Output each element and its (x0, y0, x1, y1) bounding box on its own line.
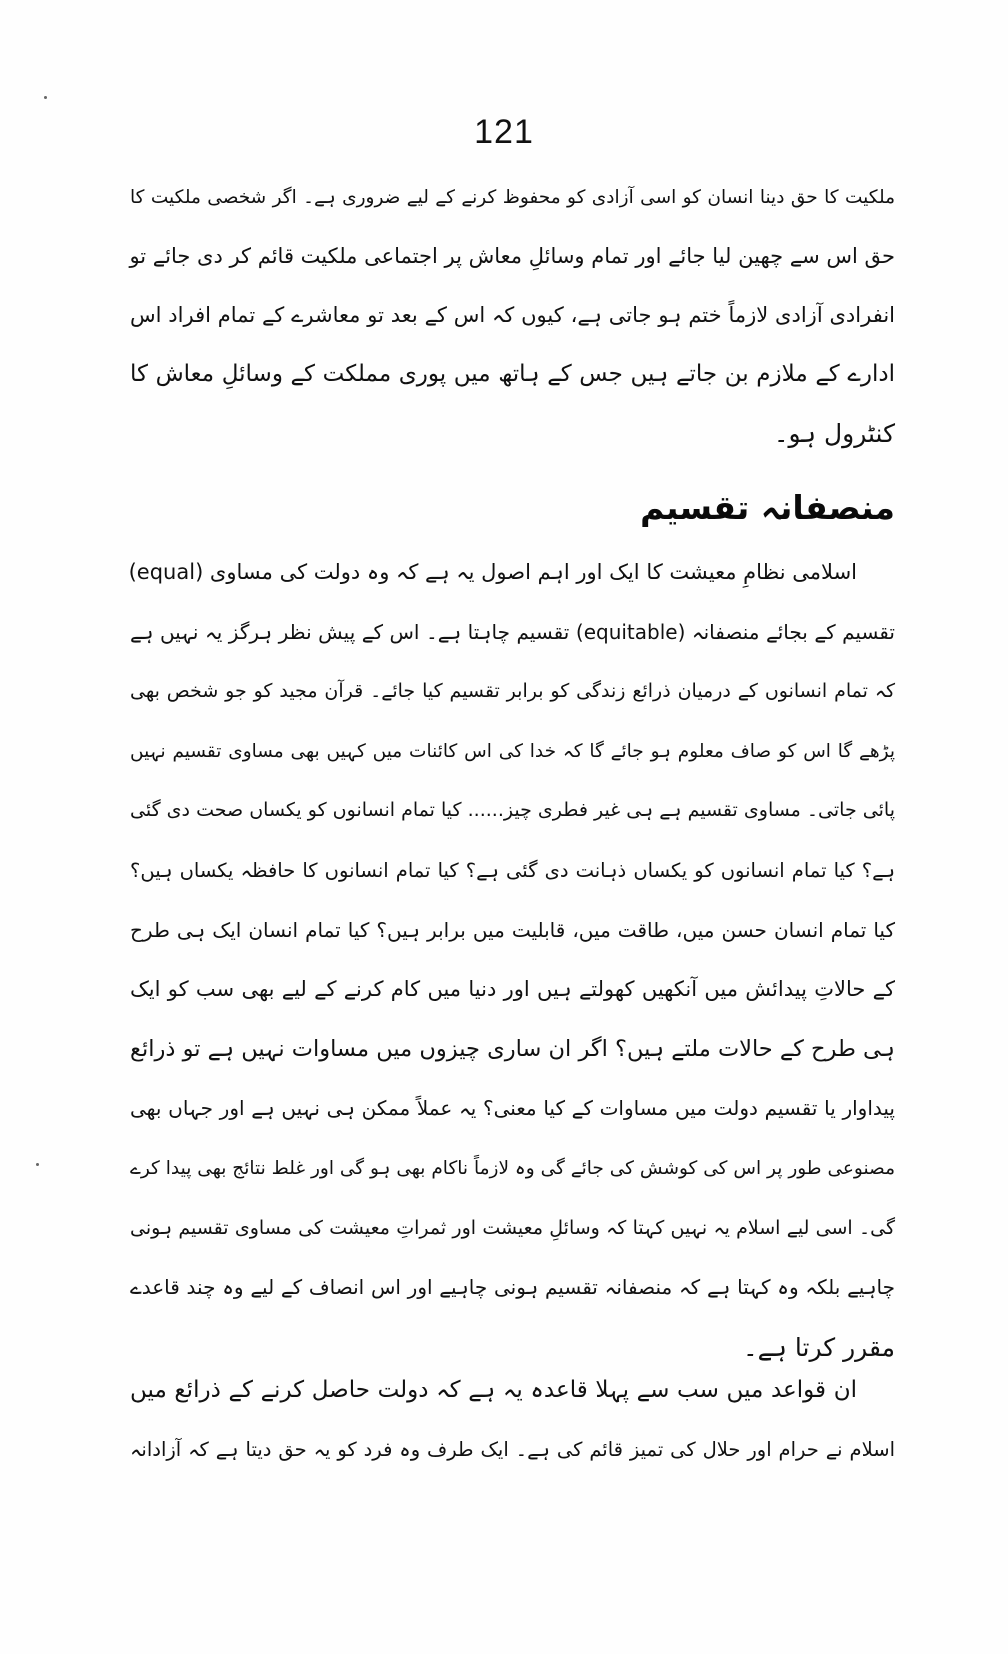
text-line: چاہیے بلکہ وہ کہتا ہے کہ منصفانہ تقسیم ہونی چاہیے اور اس انصاف کے لیے وہ چند قاعدے (130, 1275, 895, 1300)
text-line: کیا تمام انسان حسن میں، طاقت میں، قابلیت میں برابر ہیں؟ کیا تمام انسان ایک ہی طرح (130, 917, 895, 942)
text-line: مصنوعی طور پر اس کی کوشش کی جائے گی وہ لازماً ناکام بھی ہو گی اور غلط نتائج بھی پیدا کرے (130, 1157, 895, 1179)
text-line: کے حالاتِ پیدائش میں آنکھیں کھولتے ہیں اور دنیا میں کام کرنے کے لیے بھی سب کو ایک (130, 977, 895, 1002)
paragraph-rules (130, 1360, 895, 1480)
text-line: ادارے کے ملازم بن جاتے ہیں جس کے ہاتھ میں پوری مملکت کے وسائلِ معاش کا (130, 361, 895, 387)
scan-speck (44, 96, 47, 99)
text-line: ان قواعد میں سب سے پہلا قاعدہ یہ ہے کہ دولت حاصل کرنے کے ذرائع میں (130, 1377, 857, 1403)
text-line: ہے؟ کیا تمام انسانوں کو یکساں ذہانت دی گئی ہے؟ کیا تمام انسانوں کا حافظہ یکساں ہیں؟ (130, 858, 895, 882)
scan-speck (36, 1163, 39, 1166)
text-line: پیداوار یا تقسیم دولت میں مساوات کے کیا معنی؟ یہ عملاً ممکن ہی نہیں ہے اور جہاں بھی (130, 1096, 895, 1121)
text-line: پائی جاتی۔ مساوی تقسیم ہے ہی غیر فطری چیز...... کیا تمام انسانوں کو یکساں صحت دی گئی (130, 799, 895, 822)
text-line: ہی طرح کے حالات ملتے ہیں؟ اگر ان ساری چیزوں میں مساوات نہیں ہے تو ذرائع (130, 1035, 895, 1062)
text-line: انفرادی آزادی لازماً ختم ہو جاتی ہے، کیوں کہ اس کے بعد تو معاشرے کے تمام افراد اس (130, 303, 895, 327)
paragraph-fair-distribution (130, 543, 895, 1377)
text-line: گی۔ اسی لیے اسلام یہ نہیں کہتا کہ وسائلِ معیشت اور ثمراتِ معیشت کی مساوی تقسیم ہونی (130, 1216, 895, 1239)
section-heading: منصفانہ تقسیم (640, 488, 895, 527)
text-line: ملکیت کا حق دینا انسان کو اسی آزادی کو محفوظ کرنے کے لیے ضروری ہے۔ اگر شخصی ملکیت کا (130, 187, 895, 208)
paragraph-ownership (130, 168, 895, 463)
text-line: مقرر کرتا ہے۔ (742, 1332, 895, 1362)
text-line: پڑھے گا اس کو صاف معلوم ہو جائے گا کہ خدا کی اس کائنات میں کہیں بھی مساوی تقسیم نہیں (130, 740, 895, 762)
text-line: اسلامی نظامِ معیشت کا ایک اور اہم اصول یہ ہے کہ وہ دولت کی مساوی (equal) (128, 560, 857, 584)
text-line: حق اس سے چھین لیا جائے اور تمام وسائلِ معاش پر اجتماعی ملکیت قائم کر دی جائے تو (129, 244, 895, 268)
text-line: کہ تمام انسانوں کے درمیان ذرائع زندگی کو برابر تقسیم کیا جائے۔ قرآن مجید کو جو شخص بھی (130, 680, 895, 703)
text-line: تقسیم کے بجائے منصفانہ (equitable) تقسیم چاہتا ہے۔ اس کے پیش نظر ہرگز یہ نہیں ہے (130, 619, 895, 644)
page-number: 121 (474, 113, 534, 151)
text-line: اسلام نے حرام اور حلال کی تمیز قائم کی ہے۔ ایک طرف وہ فرد کو یہ حق دیتا ہے کہ آزادانہ (130, 1438, 895, 1461)
text-line: کنٹرول ہو۔ (773, 419, 895, 448)
